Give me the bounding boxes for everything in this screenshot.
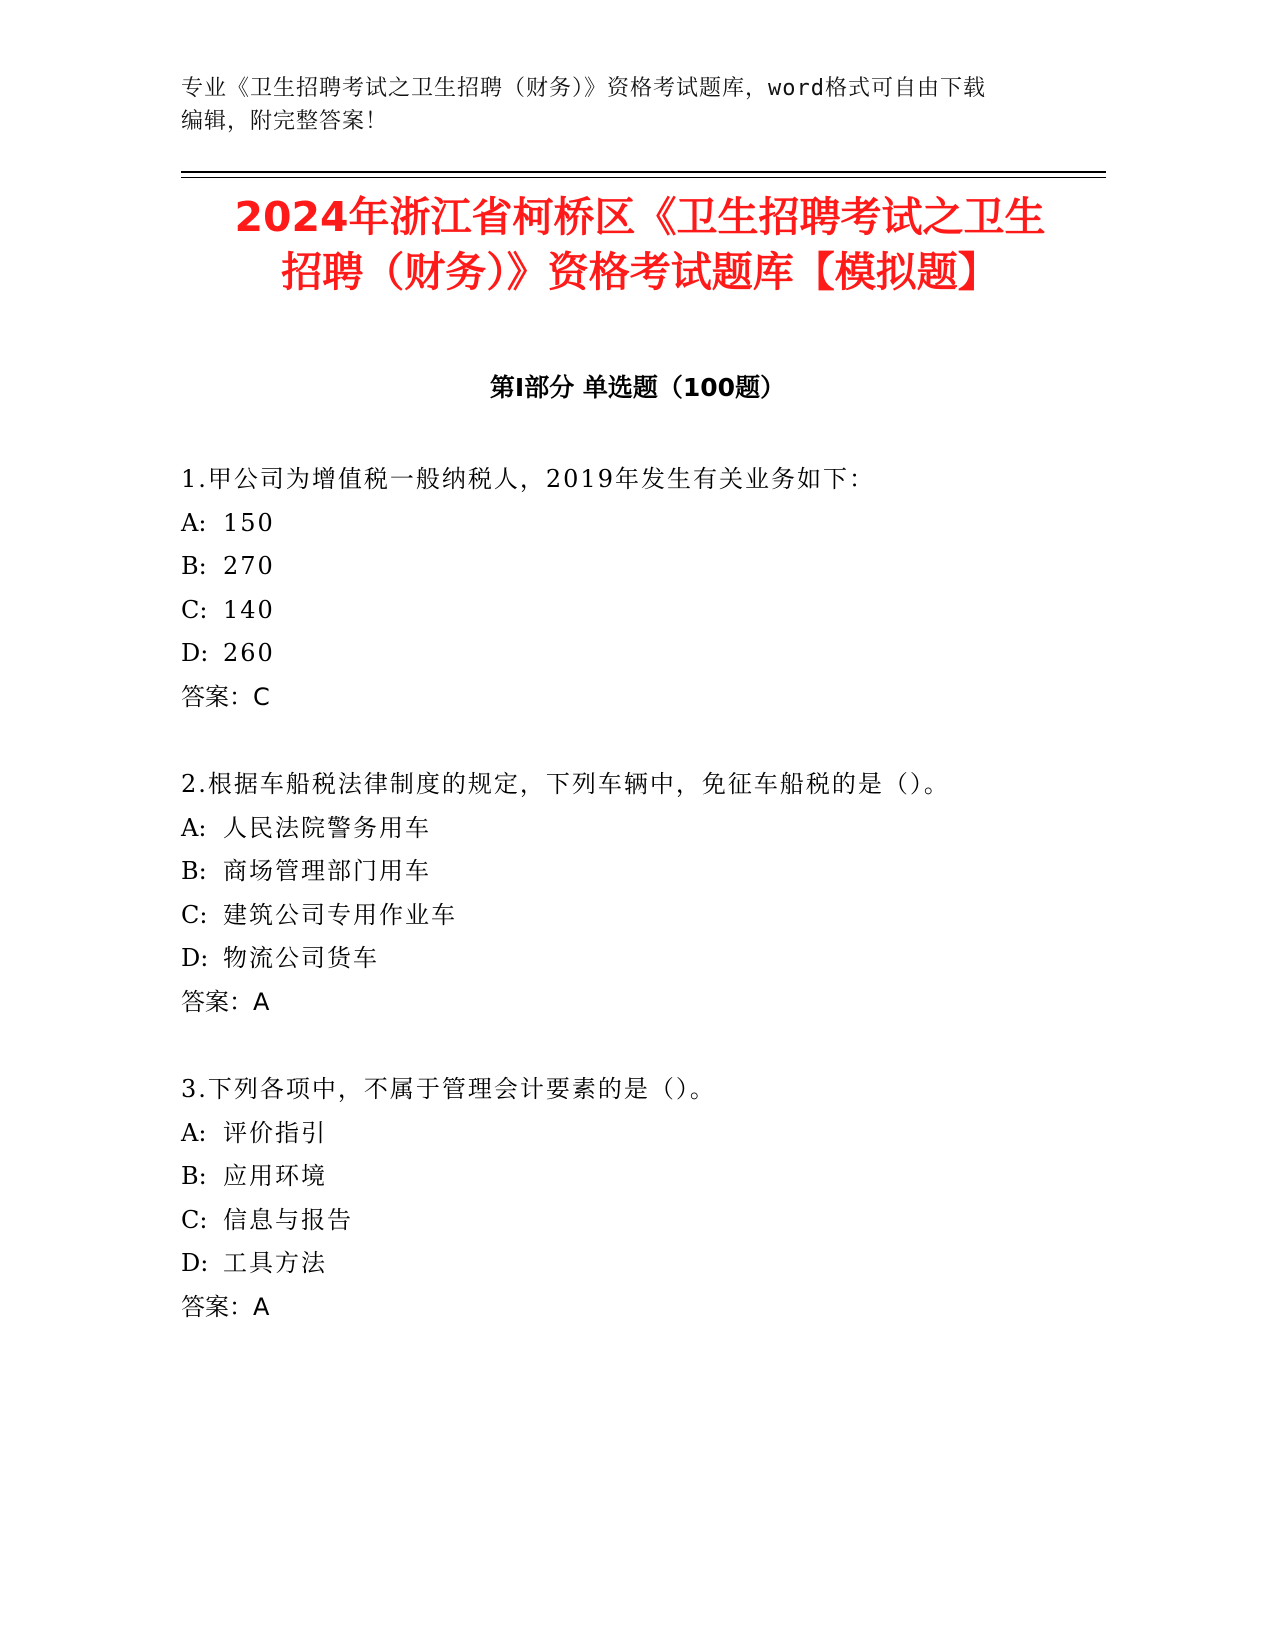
option-letter: C: [181, 595, 208, 624]
option-text: 应用环境 [223, 1162, 327, 1190]
option-text: 270 [223, 552, 275, 580]
question-stem: 2.根据车船税法律制度的规定，下列车辆中，免征车船税的是（）。 [181, 770, 950, 798]
option-letter: D: [181, 1249, 209, 1277]
option-text: 260 [223, 639, 275, 667]
option-d [181, 632, 1131, 676]
option-text: 140 [223, 595, 275, 624]
option-b [181, 1155, 1131, 1199]
option-letter: C: [181, 1205, 208, 1234]
option-c [181, 1199, 1131, 1243]
option-letter: B: [181, 552, 207, 580]
option-letter: B: [181, 1162, 207, 1190]
option-d [181, 937, 1131, 981]
option-letter: D: [181, 639, 209, 667]
option-letter: A: [181, 508, 207, 537]
option-text: 物流公司货车 [223, 944, 379, 972]
header-rule-thick [181, 171, 1106, 173]
option-a [181, 1112, 1131, 1156]
option-b [181, 545, 1131, 589]
header-note [181, 72, 1081, 138]
option-text: 信息与报告 [223, 1205, 353, 1234]
header-note-line-1: 专业《卫生招聘考试之卫生招聘（财务）》资格考试题库，word格式可自由下载 [181, 76, 986, 101]
option-text: 建筑公司专用作业车 [223, 900, 457, 929]
option-letter: B: [181, 857, 207, 885]
document-title-line-1: 2024年浙江省柯桥区《卫生招聘考试之卫生 [234, 193, 1046, 241]
section-title: 第I部分 单选题（100题） [489, 373, 786, 402]
header-note-line-2: 编辑，附完整答案！ [181, 109, 389, 134]
option-text: 150 [223, 508, 275, 537]
option-b [181, 850, 1131, 894]
option-letter: D: [181, 944, 209, 972]
option-text: 评价指引 [223, 1118, 327, 1147]
option-text: 人民法院警务用车 [223, 813, 431, 842]
question-stem: 1.甲公司为增值税一般纳税人，2019年发生有关业务如下： [181, 465, 875, 493]
option-a [181, 807, 1131, 851]
question-3 [181, 1068, 1131, 1329]
answer-line: 答案：C [181, 682, 270, 711]
question-2 [181, 763, 1131, 1024]
answer-line: 答案：A [181, 987, 270, 1016]
document-title [160, 190, 1120, 300]
option-text: 工具方法 [223, 1249, 327, 1277]
option-c [181, 589, 1131, 633]
option-letter: A: [181, 813, 207, 842]
option-c [181, 894, 1131, 938]
question-1 [181, 458, 1131, 719]
option-d [181, 1242, 1131, 1286]
option-letter: C: [181, 900, 208, 929]
question-stem: 3.下列各项中，不属于管理会计要素的是（）。 [181, 1075, 716, 1103]
header-rule-thin [181, 177, 1106, 178]
option-letter: A: [181, 1118, 207, 1147]
document-title-line-2: 招聘（财务）》资格考试题库【模拟题】 [281, 248, 999, 296]
answer-line: 答案：A [181, 1292, 270, 1321]
option-text: 商场管理部门用车 [223, 857, 431, 885]
option-a [181, 502, 1131, 546]
